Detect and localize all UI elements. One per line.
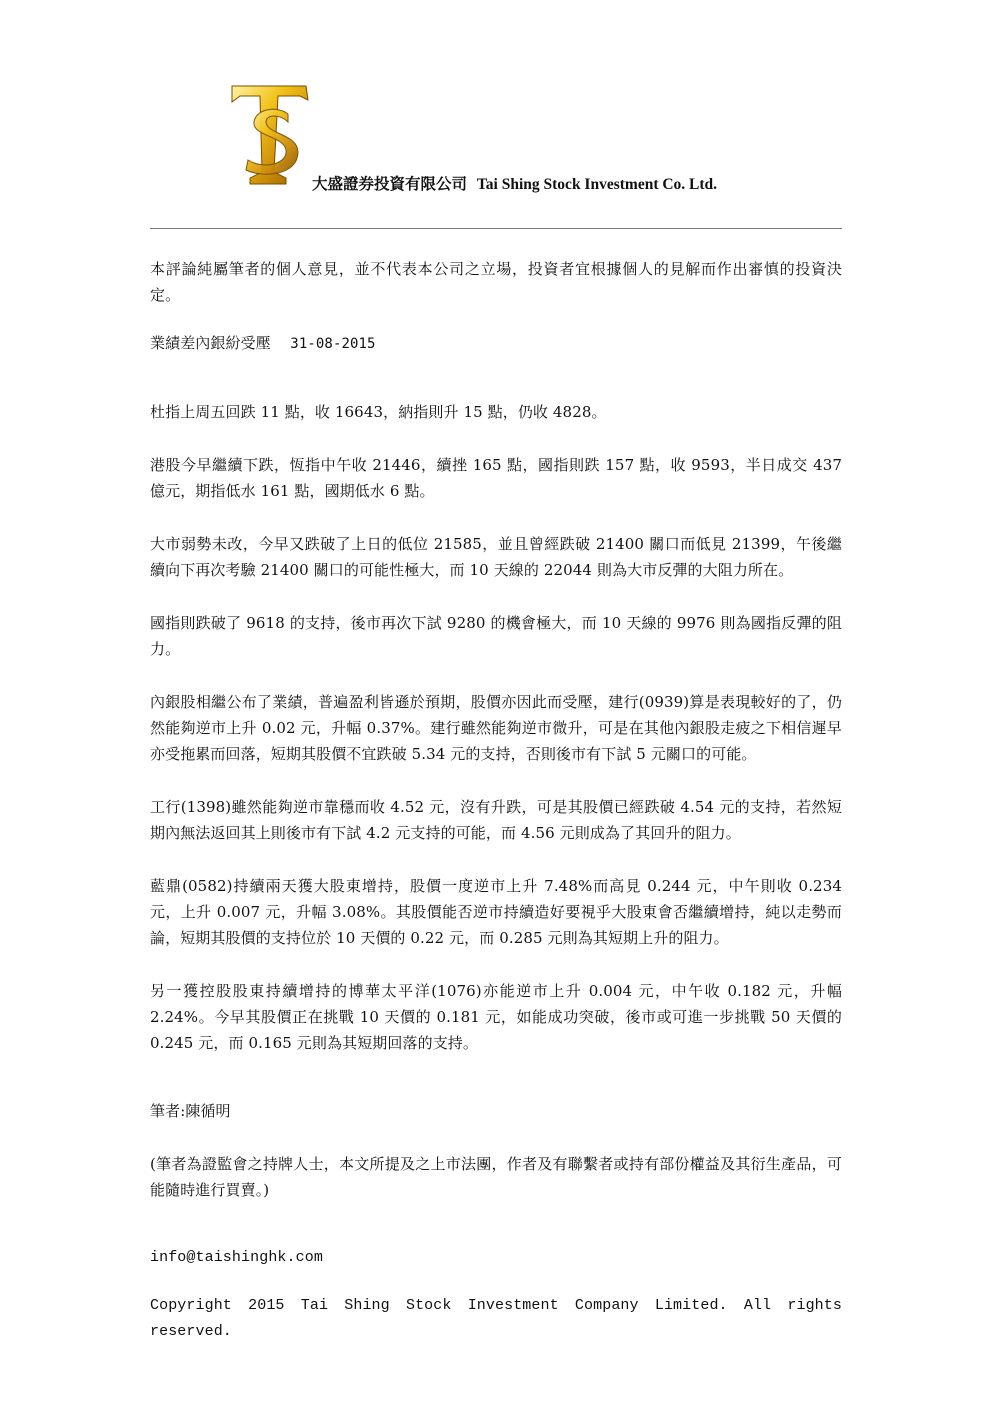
- copyright: Copyright 2015 Tai Shing Stock Investment Company Limited. All rights reserved.: [150, 1297, 842, 1340]
- article-heading: [150, 330, 842, 357]
- article-body: [150, 256, 842, 1345]
- paragraph: 大市弱勢未改，今早又跌破了上日的低位 21585，並且曾經跌破 21400 關口而低見 21399，午後繼續向下再次考驗 21400 關口的可能性極大，而 10 天線的 22044 則為大市反彈的大阻力所在。: [150, 535, 842, 579]
- contact-email[interactable]: info@taishinghk.com: [150, 1249, 323, 1266]
- paragraph: 工行(1398)雖然能夠逆市靠穩而收 4.52 元，沒有升跌，可是其股價已經跌破 4.54 元的支持，若然短期內無法返回其上則後市有下試 4.2 元支持的可能，而 4.56 元則成為了其回升的阻力。: [150, 798, 842, 842]
- paragraph: 杜指上周五回跌 11 點，收 16643，納指則升 15 點，仍收 4828。: [150, 403, 607, 421]
- disclaimer: 本評論純屬筆者的個人意見，並不代表本公司之立場，投資者宜根據個人的見解而作出審慎的投資決定。: [150, 260, 842, 304]
- paragraph: 國指則跌破了 9618 的支持，後市再次下試 9280 的機會極大，而 10 天線的 9976 則為國指反彈的阻力。: [150, 614, 842, 658]
- author-note: (筆者為證監會之持牌人士，本文所提及之上市法團，作者及有聯繫者或持有部份權益及其衍生產品，可能隨時進行買賣。): [150, 1155, 842, 1199]
- company-name-zh: 大盛證券投資有限公司: [312, 176, 468, 193]
- company-name-en: Tai Shing Stock Investment Co. Ltd.: [476, 176, 718, 193]
- article-title: 業績差內銀紛受壓: [150, 334, 271, 352]
- article-date: 31-08-2015: [290, 336, 376, 352]
- paragraph: 藍鼎(0582)持續兩天獲大股東增持，股價一度逆市上升 7.48%而高見 0.244 元，中午則收 0.234 元，上升 0.007 元，升幅 3.08%。其股價能否逆市持續造好要視乎大股東會否繼續增持，純以走勢而論，短期其股價的支持位於 10 天價的 0.22 元，而 0.285 元則為其短期上升的阻力。: [150, 877, 842, 947]
- paragraph: 另一獲控股股東持續增持的博華太平洋(1076)亦能逆市上升 0.004 元，中午收 0.182 元，升幅 2.24%。今早其股價正在挑戰 10 天價的 0.181 元，如能成功突破，後市或可進一步挑戰 50 天價的 0.245 元，而 0.165 元則為其短期回落的支持。: [150, 982, 842, 1052]
- company-logo: [226, 80, 312, 192]
- header-divider: [150, 228, 842, 229]
- paragraph: 內銀股相繼公布了業績，普遍盈利皆遜於預期，股價亦因此而受壓，建行(0939)算是表現較好的了，仍然能夠逆市上升 0.02 元，升幅 0.37%。建行雖然能夠逆市微升，可是在其他內銀股走疲之下相信遲早亦受拖累而回落，短期其股價不宜跌破 5.34 元的支持，否則後市有下試 5 元關口的可能。: [150, 693, 842, 763]
- author-line: 筆者:陳循明: [150, 1102, 231, 1120]
- paragraph: 港股今早繼續下跌，恆指中午收 21446，續挫 165 點，國指則跌 157 點，收 9593，半日成交 437 億元，期指低水 161 點，國期低水 6 點。: [150, 456, 842, 500]
- company-name: [312, 172, 717, 194]
